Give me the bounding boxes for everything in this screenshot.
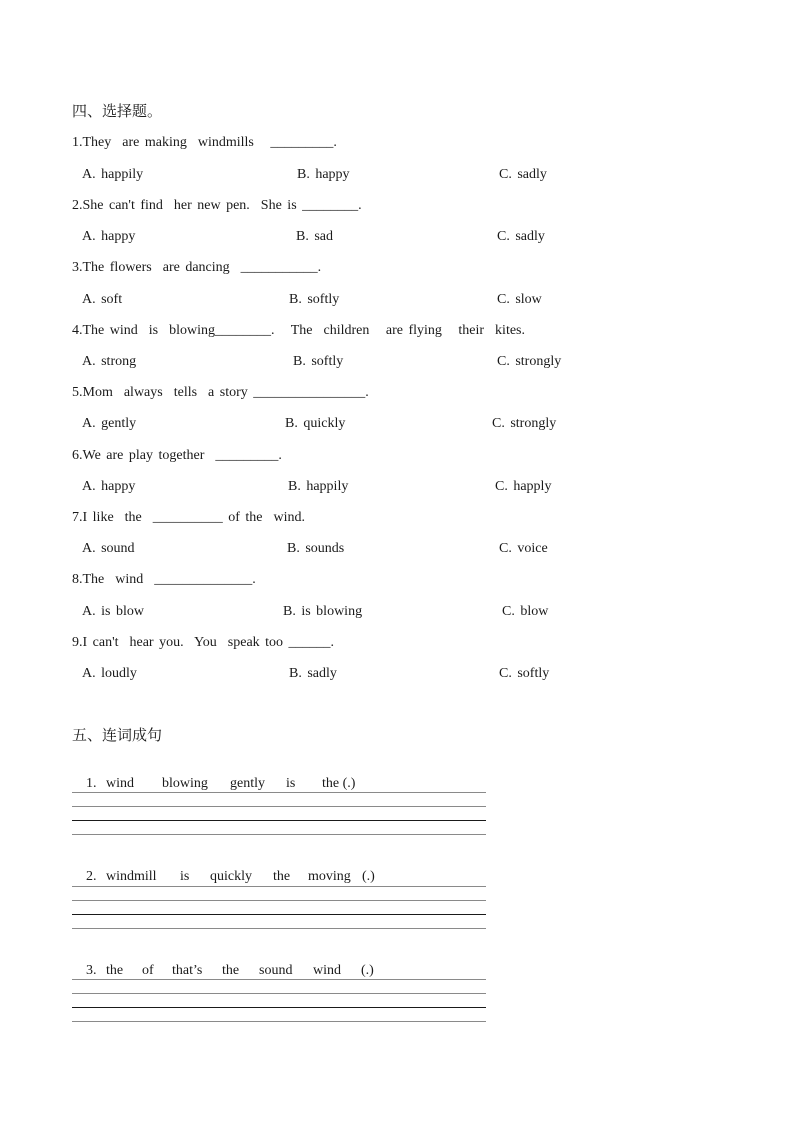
answer-line[interactable] bbox=[72, 820, 486, 821]
reorder-item-2 bbox=[72, 853, 375, 901]
question-9-option-a[interactable]: A. loudly bbox=[82, 666, 137, 681]
question-8-option-a[interactable]: A. is blow bbox=[82, 604, 144, 619]
word-chip: that’s bbox=[172, 963, 203, 978]
answer-line[interactable] bbox=[72, 928, 486, 929]
question-5-option-b[interactable]: B. quickly bbox=[285, 416, 346, 431]
question-2-option-c[interactable]: C. sadly bbox=[497, 229, 545, 244]
question-4-stem: 4.The wind is blowing________. The children are flying their kites. bbox=[72, 323, 526, 338]
question-7-stem: 7.I like the __________ of the wind. bbox=[72, 510, 306, 525]
question-2-option-b[interactable]: B. sad bbox=[296, 229, 333, 244]
question-2-stem: 2.She can't find her new pen. She is ________. bbox=[72, 198, 362, 213]
word-chip: wind bbox=[106, 776, 134, 791]
answer-line[interactable] bbox=[72, 792, 486, 793]
item-number: 1. bbox=[86, 776, 97, 791]
section-4-title: 四、选择题。 bbox=[72, 102, 163, 120]
word-chip: moving bbox=[308, 869, 351, 884]
question-4-option-a[interactable]: A. strong bbox=[82, 354, 137, 369]
question-8-option-c[interactable]: C. blow bbox=[502, 604, 549, 619]
question-3-option-b[interactable]: B. softly bbox=[289, 292, 340, 307]
question-9-option-c[interactable]: C. softly bbox=[499, 666, 550, 681]
word-chip: windmill bbox=[106, 869, 157, 884]
word-chip: (.) bbox=[361, 963, 374, 978]
word-chip: is bbox=[286, 776, 296, 791]
question-2-option-a[interactable]: A. happy bbox=[82, 229, 136, 244]
reorder-item-3 bbox=[72, 947, 374, 995]
question-7-option-b[interactable]: B. sounds bbox=[287, 541, 345, 556]
question-5-stem: 5.Mom always tells a story ________________. bbox=[72, 385, 369, 400]
question-9-option-b[interactable]: B. sadly bbox=[289, 666, 337, 681]
question-9-stem: 9.I can't hear you. You speak too ______. bbox=[72, 635, 335, 650]
word-chip: (.) bbox=[362, 869, 375, 884]
question-6-option-b[interactable]: B. happily bbox=[288, 479, 349, 494]
question-6-option-a[interactable]: A. happy bbox=[82, 479, 136, 494]
answer-line[interactable] bbox=[72, 1021, 486, 1022]
question-1-option-a[interactable]: A. happily bbox=[82, 167, 144, 182]
question-6-stem: 6.We are play together _________. bbox=[72, 448, 282, 463]
word-chip: is bbox=[180, 869, 190, 884]
word-chip: of bbox=[142, 963, 154, 978]
word-chip: the bbox=[106, 963, 124, 978]
answer-line[interactable] bbox=[72, 993, 486, 994]
word-chip: blowing bbox=[162, 776, 208, 791]
question-8-option-b[interactable]: B. is blowing bbox=[283, 604, 363, 619]
answer-line[interactable] bbox=[72, 914, 486, 915]
question-1-stem: 1.They are making windmills _________. bbox=[72, 135, 337, 150]
question-5-option-c[interactable]: C. strongly bbox=[492, 416, 557, 431]
word-chip: the bbox=[222, 963, 240, 978]
section-5-title: 五、连词成句 bbox=[72, 726, 163, 744]
word-chip: quickly bbox=[210, 869, 252, 884]
question-5-option-a[interactable]: A. gently bbox=[82, 416, 137, 431]
word-chip: sound bbox=[259, 963, 293, 978]
question-8-stem: 8.The wind ______________. bbox=[72, 572, 256, 587]
question-1-option-c[interactable]: C. sadly bbox=[499, 167, 547, 182]
word-chip: gently bbox=[230, 776, 265, 791]
word-chip: the (.) bbox=[322, 776, 356, 791]
question-3-option-c[interactable]: C. slow bbox=[497, 292, 542, 307]
question-4-option-b[interactable]: B. softly bbox=[293, 354, 344, 369]
question-3-stem: 3.The flowers are dancing ___________. bbox=[72, 260, 322, 275]
answer-line[interactable] bbox=[72, 900, 486, 901]
question-6-option-c[interactable]: C. happly bbox=[495, 479, 552, 494]
question-7-option-c[interactable]: C. voice bbox=[499, 541, 548, 556]
answer-line[interactable] bbox=[72, 806, 486, 807]
word-chip: wind bbox=[313, 963, 341, 978]
answer-line[interactable] bbox=[72, 979, 486, 980]
answer-line[interactable] bbox=[72, 886, 486, 887]
question-4-option-c[interactable]: C. strongly bbox=[497, 354, 562, 369]
answer-line[interactable] bbox=[72, 834, 486, 835]
reorder-item-1 bbox=[72, 760, 355, 808]
item-number: 2. bbox=[86, 869, 97, 884]
answer-line[interactable] bbox=[72, 1007, 486, 1008]
item-number: 3. bbox=[86, 963, 97, 978]
question-1-option-b[interactable]: B. happy bbox=[297, 167, 350, 182]
question-3-option-a[interactable]: A. soft bbox=[82, 292, 123, 307]
word-chip: the bbox=[273, 869, 291, 884]
question-7-option-a[interactable]: A. sound bbox=[82, 541, 135, 556]
